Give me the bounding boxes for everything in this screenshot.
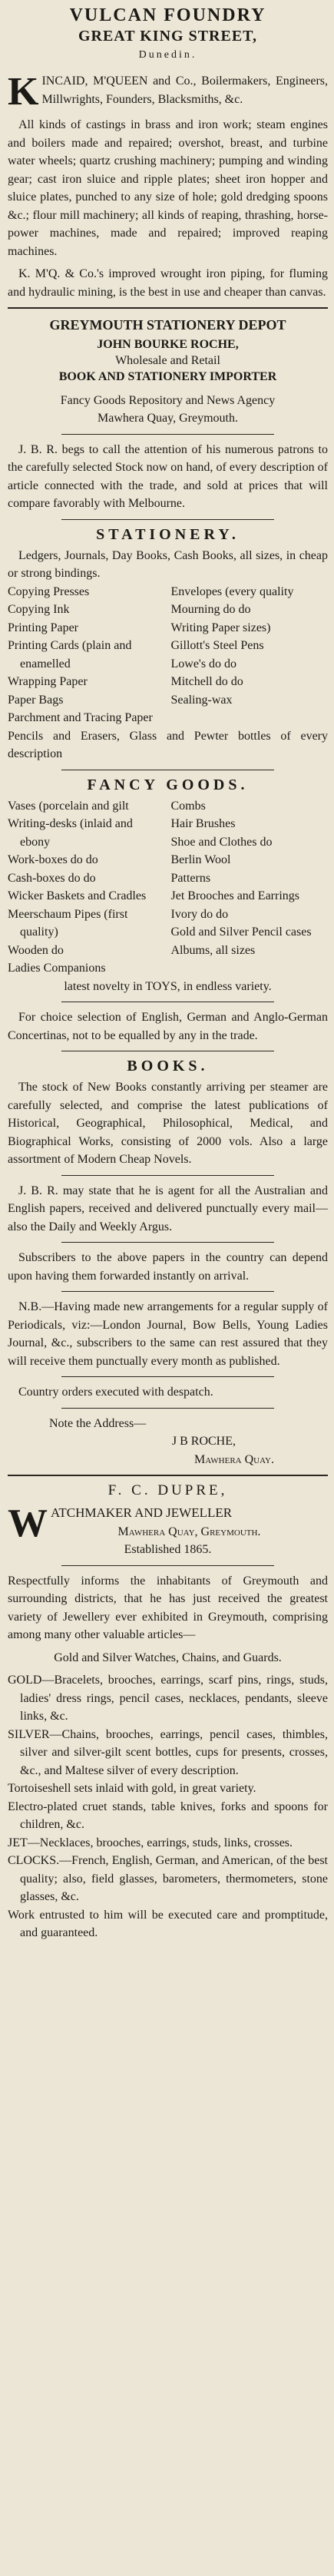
list-item: Gold and Silver Pencil cases xyxy=(170,925,312,939)
stationery-business: BOOK AND STATIONERY IMPORTER xyxy=(58,369,277,383)
divider xyxy=(8,1475,328,1476)
country-orders-text: Country orders executed with despatch. xyxy=(18,1386,213,1399)
divider xyxy=(61,1242,274,1243)
vulcan-drop-letter: K xyxy=(8,70,39,114)
list-item: Meerschaum Pipes (first quality) xyxy=(8,907,128,939)
vulcan-piping-text: K. M'Q. & Co.'s improved wrought iron piping, for fluming and hydraulic mining, is the best in use and cheaper than canvas. xyxy=(8,267,328,299)
list-item: Berlin Wool xyxy=(170,853,231,866)
list-item: Cash-boxes do do xyxy=(8,871,96,885)
heading-stationery: STATIONERY. xyxy=(96,525,240,543)
list-item: Envelopes (every quality xyxy=(170,584,294,598)
dupre-address: Mawhera Quay, Greymouth. xyxy=(117,1525,261,1538)
list-item: Writing-desks (inlaid and ebony xyxy=(8,817,133,849)
stationery-intro: J. B. R. begs to call the attention of his numerous patrons to the carefully selected Stock now on hand, of every description of article connected with the trade, and sold at prices that will compare favorably with Melbourne. xyxy=(8,442,328,510)
fancy-right-column xyxy=(171,797,329,978)
list-item: Wicker Baskets and Cradles xyxy=(8,889,147,902)
list-item: Gillott's Steel Pens xyxy=(170,639,264,652)
dupre-work: Work entrusted to him will be executed care and promptitude, and guaranteed. xyxy=(8,1908,328,1939)
list-item: Ivory do do xyxy=(170,907,229,921)
heading-books: BOOKS. xyxy=(127,1058,209,1074)
list-item: Copying Ink xyxy=(8,603,70,616)
vulcan-title: VULCAN FOUNDRY xyxy=(69,5,266,25)
stationery-title: GREYMOUTH STATIONERY DEPOT xyxy=(49,317,286,333)
stationery-location: Mawhera Quay, Greymouth. xyxy=(98,412,238,425)
dupre-intro: Respectfully informs the inhabitants of Greymouth and surrounding districts, that he has just received the greatest variety of Jewellery ever exhibited in Greymouth, comprising among many other valuable articles— xyxy=(8,1574,328,1641)
list-item: Hair Brushes xyxy=(170,817,236,830)
toys-text: latest novelty in TOYS, in endless variety. xyxy=(64,979,272,993)
dupre-electro: Electro-plated cruet stands, table knives, forks and spoons for children, &c. xyxy=(8,1800,328,1831)
dupre-clocks: CLOCKS.—French, English, German, and American, of the best quality; also, field glasses, barometers, thermometers, stone glasses, &c. xyxy=(8,1854,328,1903)
list-item: Mourning do do xyxy=(170,603,251,616)
stationery-proprietor: JOHN BOURKE ROCHE, xyxy=(97,338,239,351)
dupre-title: F. C. DUPRE, xyxy=(107,1482,228,1498)
stationery-trade: Wholesale and Retail xyxy=(115,354,220,367)
list-item: Paper Bags xyxy=(8,693,64,707)
list-item: Parchment and Tracing Paper xyxy=(8,711,153,724)
list-item: Writing Paper sizes) xyxy=(170,621,271,634)
periodicals-text: N.B.—Having made new arrangements for a regular supply of Periodicals, viz:—London Journal, Bow Bells, Young Ladies Journal, &c., subscribers to the same can rest assured that they will receive them punctually every month as published. xyxy=(8,1300,328,1368)
list-item: Jet Brooches and Earrings xyxy=(170,889,300,902)
vulcan-intro: INCAID, M'QUEEN and Co., Boilermakers, Engineers, Millwrights, Founders, Blacksmiths, &c. xyxy=(41,74,328,106)
divider xyxy=(61,1175,274,1176)
dupre-tortoiseshell: Tortoiseshell sets inlaid with gold, in great variety. xyxy=(8,1782,256,1795)
vulcan-castings-text: All kinds of castings in brass and iron work; steam engines and boilers made and repaired; overshot, breast, and turbine water wheels; quartz crushing machinery; pumping and winding gear; cast iron sluice and ripple plates; sheet iron hopper and sluice plates, punched to any size of hole; gold dredging spoons &c.; flour mill machinery; all kinds of reaping, thrashing, horse-power machines, made and repaired; improved reaping machines. xyxy=(8,118,328,258)
divider xyxy=(61,1408,274,1409)
divider xyxy=(61,519,274,520)
list-item: Combs xyxy=(170,799,206,813)
stationery-depot-advert xyxy=(8,315,328,1468)
signature-place: Mawhera Quay. xyxy=(194,1452,274,1466)
dupre-drop-letter: W xyxy=(8,1502,48,1545)
dupre-trade: ATCHMAKER AND JEWELLER xyxy=(51,1505,233,1520)
dupre-trade-block xyxy=(8,1504,328,1559)
fancy-left-column xyxy=(8,797,165,978)
list-item: Lowe's do do xyxy=(170,657,237,670)
list-item: Wooden do xyxy=(8,943,64,957)
list-item: Sealing-wax xyxy=(170,693,233,707)
note-address-text: Note the Address— xyxy=(49,1416,147,1430)
divider xyxy=(61,1376,274,1377)
subscribers-text: Subscribers to the above papers in the country can depend upon having them forwarded instantly on arrival. xyxy=(8,1251,328,1283)
list-item: Printing Paper xyxy=(8,621,78,634)
list-item: Shoe and Clothes do xyxy=(170,835,273,849)
list-item: Vases (porcelain and gilt xyxy=(8,799,129,813)
vulcan-foundry-advert xyxy=(8,5,328,301)
list-item: Mitchell do do xyxy=(170,675,243,688)
stationery-right-column xyxy=(171,583,329,727)
list-item: Albums, all sizes xyxy=(170,943,256,957)
divider xyxy=(61,434,274,435)
heading-fancy-goods: FANCY GOODS. xyxy=(87,776,249,793)
divider xyxy=(61,1565,274,1566)
signature-name: J B ROCHE, xyxy=(171,1435,236,1448)
dupre-silver: SILVER—Chains, brooches, earrings, pencil cases, thimbles, silver and silver-gilt scent bottles, cups for presents, crosses, &c., and Maltese silver of every description. xyxy=(8,1727,328,1777)
list-item: Wrapping Paper xyxy=(8,675,88,688)
agent-text: J. B. R. may state that he is agent for all the Australian and English papers, received and delivered punctually every mail—also the Daily and Weekly Argus. xyxy=(8,1184,328,1233)
dupre-advert xyxy=(8,1482,328,1942)
list-item: Ladies Companions xyxy=(8,962,106,975)
ledgers-text: Ledgers, Journals, Day Books, Cash Books, all sizes, in cheap or strong bindings. xyxy=(8,548,328,580)
stationery-left-column xyxy=(8,583,165,727)
vulcan-street: GREAT KING STREET, xyxy=(78,28,258,45)
stationery-item-list xyxy=(8,583,328,727)
books-text: The stock of New Books constantly arriving per steamer are carefully selected, and comprise the latest publications of Historical, Geographical, Philosophical, Medical, and Biographical Works, consisting of 2000 vols. Also a large assortment of Modern Cheap Novels. xyxy=(8,1081,328,1166)
list-item: Work-boxes do do xyxy=(8,853,98,866)
divider xyxy=(8,307,328,309)
list-item: Copying Presses xyxy=(8,584,90,598)
list-item: Printing Cards (plain and enamelled xyxy=(8,639,132,670)
dupre-established: Established 1865. xyxy=(124,1543,212,1556)
divider xyxy=(61,1291,274,1292)
list-item: Patterns xyxy=(170,871,211,885)
stationery-agency: Fancy Goods Repository and News Agency xyxy=(60,393,276,407)
vulcan-intro-block xyxy=(8,70,328,114)
dupre-jet: JET—Necklaces, brooches, earrings, studs, links, crosses. xyxy=(8,1836,293,1849)
dupre-watches: Gold and Silver Watches, Chains, and Guards. xyxy=(54,1651,282,1664)
fancy-goods-list xyxy=(8,797,328,978)
dupre-gold: GOLD—Bracelets, brooches, earrings, scarf pins, rings, studs, ladies' dress rings, pencil cases, necklaces, pendants, sleeve links, &c. xyxy=(8,1674,328,1723)
concertinas-text: For choice selection of English, German and Anglo-German Concertinas, not to be equalled by any in the trade. xyxy=(8,1011,328,1042)
pencils-text: Pencils and Erasers, Glass and Pewter bottles of every description xyxy=(8,729,328,760)
vulcan-city: Dunedin. xyxy=(138,49,197,61)
